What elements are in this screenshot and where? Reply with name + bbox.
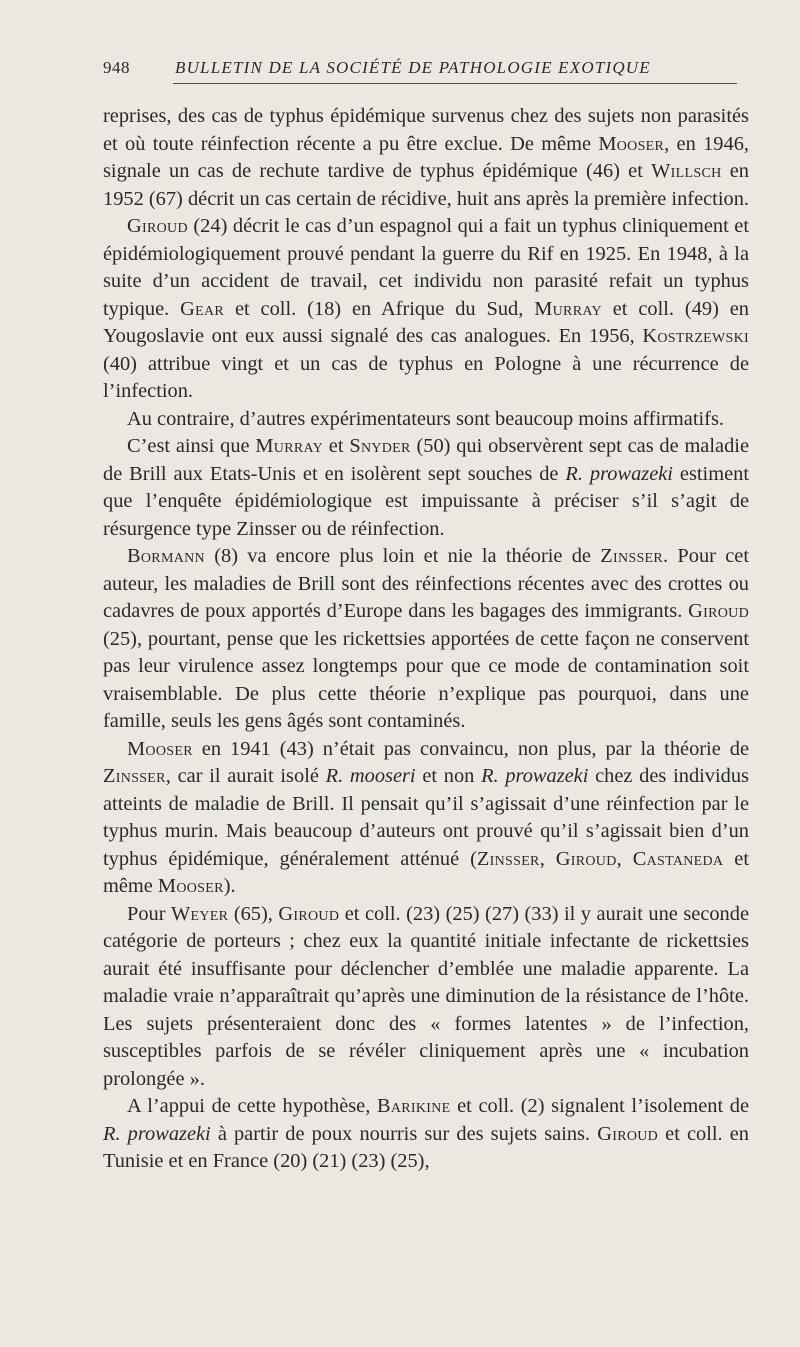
text-run: et coll. (18) en Afrique du Sud, [224,297,535,320]
text-run: chez des individus atteints de maladie de Brill. Il pensait qu’il s’agissait d’une réinfection par le typhus murin. Mais beaucoup d’auteurs ont prouvé qu’il s’agissait bien d’un typhus épidémique, généralement atténué ( [103,765,749,870]
author-name: Willsch [651,160,722,182]
author-name: Barikine [376,1095,451,1117]
text-run: et coll. (2) signalent l’isolement de [450,1095,749,1117]
paragraph [103,736,749,901]
author-name: Zinsser [103,765,166,787]
author-name: Giroud [555,847,617,870]
text-run: en 1941 (43) n’était pas convaincu, non plus, par la théorie de [192,737,749,760]
body-text [103,103,749,1176]
text-run: à partir de poux nourris sur des sujets sains. [210,1122,598,1145]
text-run: (8) va encore plus loin et nie la théorie de [204,545,601,567]
text-run: (50) qui observèrent sept cas de maladie de Brill aux Etats-Unis et en isolèrent sept souches de [103,435,749,485]
species-name: R. mooseri [325,765,416,787]
text-run: Pour [127,902,172,925]
author-name: Giroud [597,1122,659,1145]
text-run: ). [223,875,236,897]
paragraph [103,543,749,736]
author-name: Zinsser [476,847,540,870]
author-name: Gear [180,297,225,320]
text-run: et coll. (23) (25) (27) (33) il y aurait une seconde catégorie de porteurs ; chez eux la quantité initiale infectante de rickettsies aurait été insuffisante pour déclencher d’emblée une maladie apparente. La maladie vraie n’apparaîtrait qu’après une diminution de la résistance de l’hôte. Les sujets présenteraient donc des « formes latentes » de l’infection, susceptibles parfois de se révéler cliniquement après une « incubation prolongée ». [103,902,749,1090]
page-number: 948 [103,58,130,77]
text-run: , car il aurait isolé [165,765,326,787]
paragraph [103,406,749,434]
text-run: et même [103,847,749,897]
text-run: reprises, des cas de typhus épidémique survenus chez des sujets non parasités et où toute réinfection récente a pu être exclue. De même [103,105,749,155]
text-run: (40) attribue vingt et un cas de typhus en Pologne à une récurrence de l’infection. [103,352,749,402]
paragraph [103,901,749,1094]
paragraph [103,213,749,406]
paragraph [103,103,749,213]
author-name: Weyer [171,902,229,925]
text-run: et coll. en Tunisie et en France (20) (21) (23) (25), [103,1122,750,1172]
text-run: . Pour cet auteur, les maladies de Brill sont des réinfections récentes avec des crottes ou cadavres de poux apportés d’Europe dans les bagages des immigrants. [103,545,749,622]
text-run: A l’appui de cette hypothèse, [127,1095,377,1117]
text-run: Au contraire, d’autres expérimentateurs sont beaucoup moins affirmatifs. [127,407,724,430]
text-run: , [539,847,556,870]
author-name: Mooser [598,132,665,155]
author-name: Kostrzewski [642,325,749,347]
author-name: Castaneda [632,847,724,870]
paragraph [103,1093,749,1176]
author-name: Bormann [127,545,205,567]
author-name: Giroud [127,215,188,237]
text-run: et [323,435,350,457]
author-name: Mooser [127,737,193,760]
text-run: en 1952 (67) décrit un cas certain de récidive, huit ans après la première infection. [103,160,749,210]
author-name: Mooser [157,875,224,897]
author-name: Giroud [278,902,340,925]
paragraph [103,433,749,543]
author-name: Zinsser [600,545,664,567]
text-run: et non [415,765,482,787]
author-name: Murray [255,435,324,457]
species-name: R. prowazeki [103,1122,211,1145]
header-rule [173,83,737,84]
journal-title: BULLETIN DE LA SOCIÉTÉ DE PATHOLOGIE EXOTIQUE [175,58,651,77]
text-run: , [616,847,633,870]
text-run: estiment que l’enquête épidémiologique est impuissante à préciser s’il s’agit de résurgence type Zinsser ou de réinfection. [103,462,749,540]
text-run: , en 1946, signale un cas de rechute tardive de typhus épidémique (46) et [103,132,749,182]
text-run: et coll. (49) en Yougoslavie ont eux aussi signalé des cas analogues. En 1956, [103,297,749,347]
species-name: R. prowazeki [565,462,673,485]
author-name: Murray [534,297,602,320]
text-run: (24) décrit le cas d’un espagnol qui a fait un typhus cliniquement et épidémiologiquement prouvé pendant la guerre du Rif en 1925. En 1948, à la suite d’un accident de travail, cet individu non parasité refait un typhus typique. [103,215,749,320]
species-name: R. prowazeki [481,765,589,787]
text-run: (25), pourtant, pense que les rickettsies apportées de cette façon ne conservent pas leur virulence assez longtemps pour que ce mode de contamination soit vraisemblable. De plus cette théorie n’explique pas pourquoi, dans une famille, seuls les gens âgés sont contaminés. [103,627,749,732]
author-name: Snyder [349,435,411,457]
text-run: (65), [228,902,279,925]
text-run: C’est ainsi que [127,435,256,457]
author-name: Giroud [688,600,749,622]
